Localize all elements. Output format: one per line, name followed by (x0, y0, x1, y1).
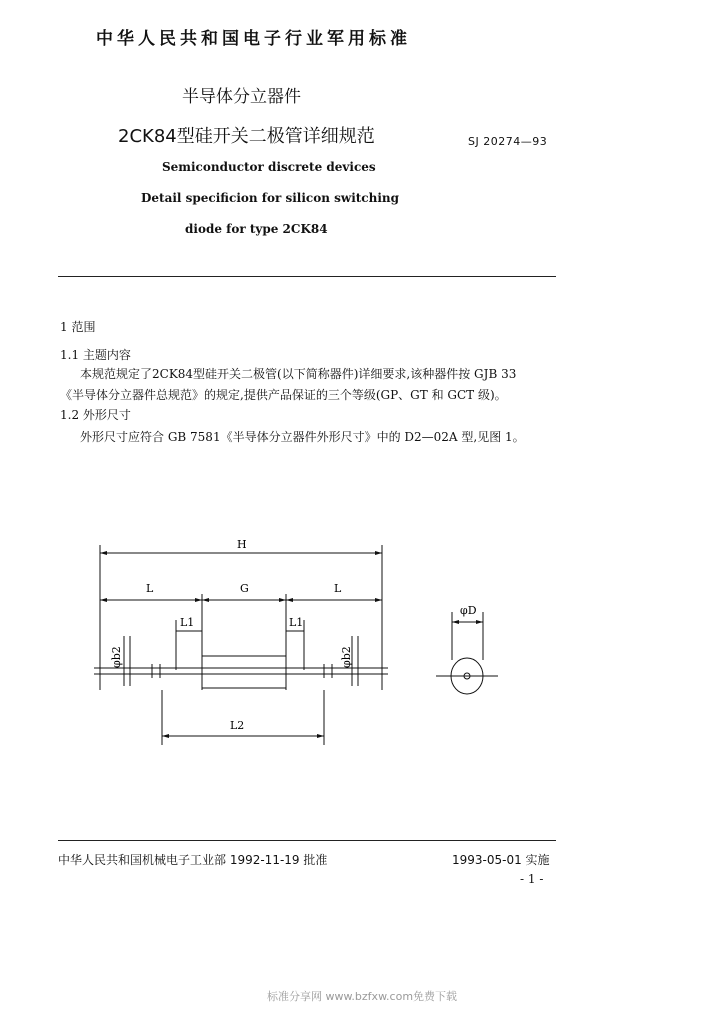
section-1-2-heading: 1.2 外形尺寸 (60, 408, 131, 422)
label-L2: L2 (230, 719, 245, 732)
watermark: 标准分享网 www.bzfxw.com免费下载 (266, 990, 458, 1003)
english-title-line-1: Semiconductor discrete devices (162, 160, 376, 174)
label-L-right: L (334, 582, 342, 595)
label-phi-b2-left: φb2 (110, 646, 123, 668)
label-L1-right: L1 (289, 616, 304, 629)
section-1-1-text-line-1: 本规范规定了2CK84型硅开关二极管(以下简称器件)详细要求,该种器件按 GJB 33 (80, 367, 517, 381)
label-phi-D: φD (460, 604, 477, 617)
issuing-authority: 中华人民共和国机械电子工业部 1992-11-19 批准 (58, 853, 328, 867)
page-number: - 1 - (520, 872, 544, 886)
english-title-line-3: diode for type 2CK84 (185, 222, 328, 236)
section-1-2-text: 外形尺寸应符合 GB 7581《半导体分立器件外形尺寸》中的 D2—02A 型,见图 1。 (80, 430, 525, 444)
effective-date: 1993-05-01 实施 (452, 853, 550, 867)
english-title-line-2: Detail specificion for silicon switching (141, 191, 399, 205)
section-1-1-heading: 1.1 主题内容 (60, 348, 131, 362)
label-L-left: L (146, 582, 154, 595)
section-1-heading: 1 范围 (60, 320, 96, 334)
label-L1-left: L1 (180, 616, 195, 629)
label-phi-b2-right: φb2 (340, 646, 353, 668)
title-line-2: 2CK84型硅开关二极管详细规范 (118, 126, 375, 147)
title-line-1: 半导体分立器件 (182, 87, 301, 107)
label-G: G (240, 582, 249, 595)
label-H: H (237, 538, 247, 551)
footer-divider (58, 840, 556, 841)
standard-series-header: 中华人民共和国电子行业军用标准 (96, 29, 411, 49)
standard-code: SJ 20274—93 (468, 135, 548, 148)
section-1-1-text-line-2: 《半导体分立器件总规范》的规定,提供产品保证的三个等级(GP、GT 和 GCT 级)。 (60, 388, 507, 402)
